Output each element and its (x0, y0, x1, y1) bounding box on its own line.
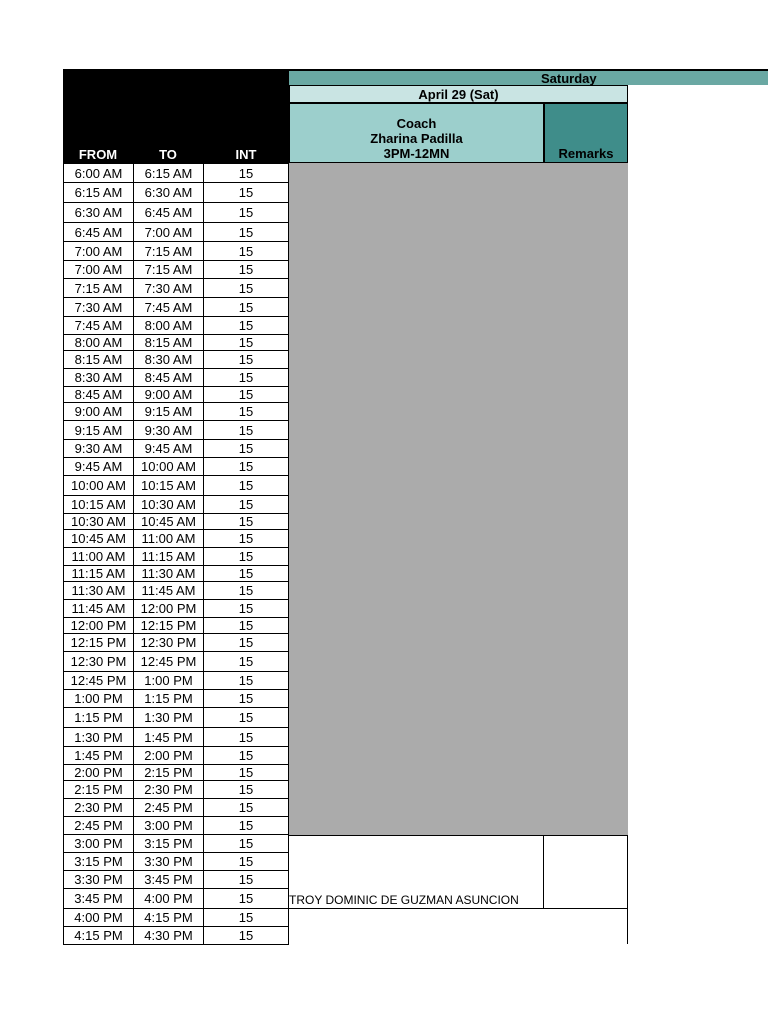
int-cell[interactable]: 15 (203, 816, 289, 835)
from-cell[interactable]: 10:15 AM (63, 495, 134, 514)
to-cell[interactable]: 2:00 PM (133, 746, 204, 765)
agent-name: TROY DOMINIC DE GUZMAN ASUNCION (289, 893, 519, 907)
date-header: April 29 (Sat) (289, 85, 628, 103)
from-cell[interactable]: 9:15 AM (63, 420, 134, 440)
int-cell[interactable]: 15 (203, 163, 289, 183)
to-cell[interactable]: 12:30 PM (133, 633, 204, 652)
int-cell[interactable]: 15 (203, 834, 289, 853)
int-cell[interactable]: 15 (203, 617, 289, 634)
int-cell[interactable]: 15 (203, 297, 289, 317)
int-cell[interactable]: 15 (203, 439, 289, 458)
to-cell[interactable]: 2:30 PM (133, 780, 204, 799)
col-header-to: TO (159, 147, 177, 162)
assignment-cell[interactable] (289, 835, 544, 909)
from-cell[interactable]: 11:30 AM (63, 581, 134, 600)
to-cell[interactable]: 1:45 PM (133, 727, 204, 747)
from-cell[interactable]: 11:15 AM (63, 565, 134, 582)
to-cell[interactable]: 10:30 AM (133, 495, 204, 514)
to-cell[interactable]: 7:00 AM (133, 222, 204, 242)
int-cell[interactable]: 15 (203, 599, 289, 618)
int-cell[interactable]: 15 (203, 908, 289, 927)
from-cell[interactable]: 10:30 AM (63, 513, 134, 530)
from-cell[interactable]: 1:00 PM (63, 689, 134, 708)
int-cell[interactable]: 15 (203, 350, 289, 369)
from-cell[interactable]: 1:15 PM (63, 707, 134, 728)
from-cell[interactable]: 3:15 PM (63, 852, 134, 871)
int-cell[interactable]: 15 (203, 565, 289, 582)
int-cell[interactable]: 15 (203, 689, 289, 708)
coach-title: Coach (396, 116, 437, 131)
to-cell[interactable]: 7:15 AM (133, 260, 204, 279)
int-cell[interactable]: 15 (203, 671, 289, 690)
from-cell[interactable]: 12:45 PM (63, 671, 134, 690)
int-cell[interactable]: 15 (203, 798, 289, 817)
int-cell[interactable]: 15 (203, 746, 289, 765)
to-cell[interactable]: 3:00 PM (133, 816, 204, 835)
from-cell[interactable]: 12:00 PM (63, 617, 134, 634)
to-cell[interactable]: 3:45 PM (133, 870, 204, 889)
to-cell[interactable]: 1:30 PM (133, 707, 204, 728)
from-cell[interactable]: 4:00 PM (63, 908, 134, 927)
int-cell[interactable]: 15 (203, 241, 289, 261)
to-cell[interactable]: 10:00 AM (133, 457, 204, 476)
to-cell[interactable]: 1:00 PM (133, 671, 204, 690)
from-cell[interactable]: 6:15 AM (63, 182, 134, 203)
from-cell[interactable]: 9:30 AM (63, 439, 134, 458)
to-cell[interactable]: 10:15 AM (133, 475, 204, 496)
int-cell[interactable]: 15 (203, 581, 289, 600)
int-cell[interactable]: 15 (203, 222, 289, 242)
from-cell[interactable]: 2:15 PM (63, 780, 134, 799)
assignment-remarks-cell[interactable] (544, 835, 628, 909)
int-cell[interactable]: 15 (203, 852, 289, 871)
to-cell[interactable]: 7:45 AM (133, 297, 204, 317)
from-cell[interactable]: 7:15 AM (63, 278, 134, 298)
int-cell[interactable]: 15 (203, 316, 289, 335)
to-cell[interactable]: 12:45 PM (133, 651, 204, 672)
from-cell[interactable]: 1:30 PM (63, 727, 134, 747)
to-cell[interactable]: 2:15 PM (133, 764, 204, 781)
from-cell[interactable]: 7:45 AM (63, 316, 134, 335)
remarks-header: Remarks (544, 103, 628, 163)
to-cell[interactable]: 4:15 PM (133, 908, 204, 927)
int-cell[interactable]: 15 (203, 764, 289, 781)
to-cell[interactable]: 9:45 AM (133, 439, 204, 458)
from-cell[interactable]: 7:30 AM (63, 297, 134, 317)
from-cell[interactable]: 8:30 AM (63, 368, 134, 387)
day-header: Saturday (289, 69, 768, 85)
from-cell[interactable]: 10:45 AM (63, 529, 134, 548)
int-cell[interactable]: 15 (203, 182, 289, 203)
int-cell[interactable]: 15 (203, 278, 289, 298)
int-cell[interactable]: 15 (203, 780, 289, 799)
from-cell[interactable]: 12:30 PM (63, 651, 134, 672)
to-cell[interactable]: 8:45 AM (133, 368, 204, 387)
to-cell[interactable]: 11:15 AM (133, 547, 204, 566)
int-cell[interactable]: 15 (203, 386, 289, 403)
from-cell[interactable]: 2:45 PM (63, 816, 134, 835)
int-cell[interactable]: 15 (203, 707, 289, 728)
from-cell[interactable]: 11:45 AM (63, 599, 134, 618)
from-cell[interactable]: 4:15 PM (63, 926, 134, 945)
int-cell[interactable]: 15 (203, 529, 289, 548)
col-header-int: INT (235, 147, 257, 162)
from-cell[interactable]: 9:45 AM (63, 457, 134, 476)
int-cell[interactable]: 15 (203, 495, 289, 514)
to-cell[interactable]: 6:45 AM (133, 202, 204, 223)
from-cell[interactable]: 7:00 AM (63, 260, 134, 279)
to-cell[interactable]: 12:00 PM (133, 599, 204, 618)
from-cell[interactable]: 2:30 PM (63, 798, 134, 817)
to-cell[interactable]: 12:15 PM (133, 617, 204, 634)
int-cell[interactable]: 15 (203, 475, 289, 496)
from-cell[interactable]: 8:00 AM (63, 334, 134, 351)
from-cell[interactable]: 3:30 PM (63, 870, 134, 889)
to-cell[interactable]: 1:15 PM (133, 689, 204, 708)
from-cell[interactable]: 6:30 AM (63, 202, 134, 223)
int-cell[interactable]: 15 (203, 888, 289, 909)
to-cell[interactable]: 4:00 PM (133, 888, 204, 909)
col-header-from: FROM (78, 147, 118, 162)
from-cell[interactable]: 7:00 AM (63, 241, 134, 261)
to-cell[interactable]: 11:45 AM (133, 581, 204, 600)
int-cell[interactable]: 15 (203, 513, 289, 530)
to-cell[interactable]: 2:45 PM (133, 798, 204, 817)
to-cell[interactable]: 3:30 PM (133, 852, 204, 871)
int-cell[interactable]: 15 (203, 727, 289, 747)
int-cell[interactable]: 15 (203, 457, 289, 476)
coach-shift: 3PM-12MN (383, 146, 450, 161)
to-cell[interactable]: 9:15 AM (133, 402, 204, 421)
to-cell[interactable]: 8:30 AM (133, 350, 204, 369)
int-cell[interactable]: 15 (203, 368, 289, 387)
to-cell[interactable]: 11:00 AM (133, 529, 204, 548)
to-cell[interactable]: 7:15 AM (133, 241, 204, 261)
coach-name: Zharina Padilla (370, 131, 463, 146)
to-cell[interactable]: 7:30 AM (133, 278, 204, 298)
int-cell[interactable]: 15 (203, 651, 289, 672)
from-cell[interactable]: 9:00 AM (63, 402, 134, 421)
to-cell[interactable]: 9:00 AM (133, 386, 204, 403)
int-cell[interactable]: 15 (203, 547, 289, 566)
to-cell[interactable]: 6:15 AM (133, 163, 204, 183)
to-cell[interactable]: 8:15 AM (133, 334, 204, 351)
from-cell[interactable]: 11:00 AM (63, 547, 134, 566)
int-cell[interactable]: 15 (203, 633, 289, 652)
from-cell[interactable]: 3:00 PM (63, 834, 134, 853)
from-cell[interactable]: 6:45 AM (63, 222, 134, 242)
from-cell[interactable]: 8:45 AM (63, 386, 134, 403)
to-cell[interactable]: 3:15 PM (133, 834, 204, 853)
remarks-cell-empty[interactable] (544, 909, 628, 944)
coach-header (289, 103, 544, 163)
int-cell[interactable]: 15 (203, 202, 289, 223)
from-cell[interactable]: 3:45 PM (63, 888, 134, 909)
unavailable-block (289, 163, 628, 835)
from-cell[interactable]: 12:15 PM (63, 633, 134, 652)
int-cell[interactable]: 15 (203, 926, 289, 945)
int-cell[interactable]: 15 (203, 420, 289, 440)
int-cell[interactable]: 15 (203, 260, 289, 279)
to-cell[interactable]: 6:30 AM (133, 182, 204, 203)
int-cell[interactable]: 15 (203, 334, 289, 351)
to-cell[interactable]: 10:45 AM (133, 513, 204, 530)
int-cell[interactable]: 15 (203, 870, 289, 889)
to-cell[interactable]: 11:30 AM (133, 565, 204, 582)
to-cell[interactable]: 4:30 PM (133, 926, 204, 945)
from-cell[interactable]: 6:00 AM (63, 163, 134, 183)
from-cell[interactable]: 1:45 PM (63, 746, 134, 765)
to-cell[interactable]: 8:00 AM (133, 316, 204, 335)
from-cell[interactable]: 2:00 PM (63, 764, 134, 781)
int-cell[interactable]: 15 (203, 402, 289, 421)
to-cell[interactable]: 9:30 AM (133, 420, 204, 440)
from-cell[interactable]: 10:00 AM (63, 475, 134, 496)
from-cell[interactable]: 8:15 AM (63, 350, 134, 369)
